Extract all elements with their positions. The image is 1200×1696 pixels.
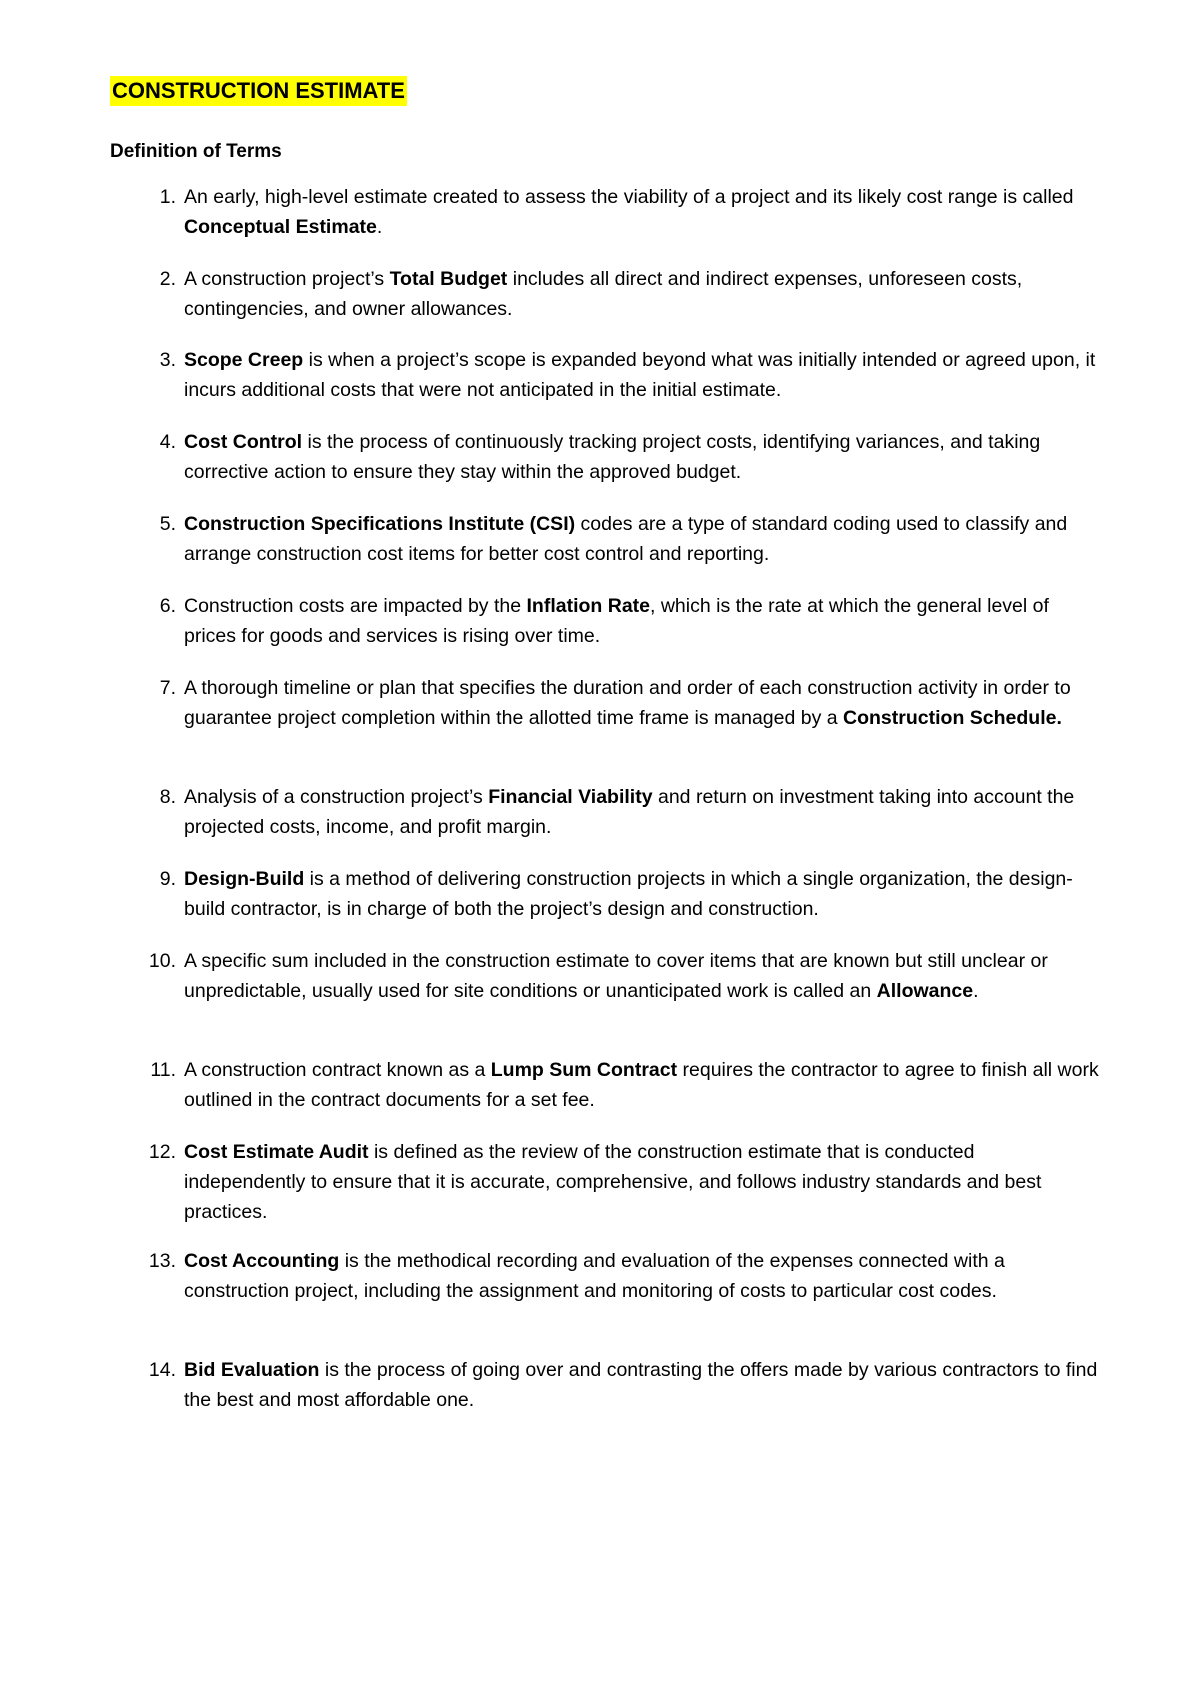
definition-item <box>148 1246 1099 1306</box>
definition-item <box>159 591 1099 651</box>
definition-text: A thorough timeline or plan that specifies the duration and order of each construction activity in order to guarantee project completion within the allotted time frame is managed by a <box>184 677 1071 729</box>
term-highlight: Scope Creep <box>184 349 304 371</box>
definition-text: includes all direct and indirect expenses, unforeseen costs, contingencies, and owner allowances. <box>184 268 1023 320</box>
item-number: 8. <box>159 786 176 808</box>
item-number: 10. <box>148 950 176 972</box>
section-heading: Definition of Terms <box>110 141 282 162</box>
item-number: 1. <box>159 186 176 208</box>
definition-item <box>148 1355 1099 1415</box>
term-highlight: Cost Accounting <box>184 1250 340 1272</box>
item-number: 14. <box>148 1359 176 1381</box>
definition-text: Construction costs are impacted by the <box>184 595 527 617</box>
term-highlight: Construction Specifications Institute (CSI) <box>184 513 576 535</box>
item-number: 7. <box>159 677 176 699</box>
term-highlight: Financial Viability <box>488 786 653 808</box>
item-number: 12. <box>148 1141 176 1163</box>
definition-text: is a method of delivering construction projects in which a single organization, the design-build contractor, is in charge of both the project’s design and construction. <box>184 868 1073 920</box>
item-number: 6. <box>159 595 176 617</box>
definition-text: , which is the rate at which the general level of prices for goods and services is rising over time. <box>184 595 1049 647</box>
term-highlight: Bid Evaluation <box>184 1359 320 1381</box>
definition-text: codes are a type of standard coding used to classify and arrange construction cost items for better cost control and reporting. <box>184 513 1068 565</box>
definition-text: is the methodical recording and evaluation of the expenses connected with a construction project, including the assignment and monitoring of costs to particular cost codes. <box>184 1250 1005 1302</box>
item-number: 2. <box>159 268 176 290</box>
definition-item <box>159 509 1099 569</box>
definition-text: A construction contract known as a <box>184 1059 491 1081</box>
definition-item <box>150 1055 1099 1115</box>
document-title: CONSTRUCTION ESTIMATE <box>110 76 407 106</box>
definition-item <box>148 946 1099 1006</box>
definition-text: and return on investment taking into account the projected costs, income, and profit margin. <box>184 786 1075 838</box>
definition-text: is when a project’s scope is expanded beyond what was initially intended or agreed upon, it incurs additional costs that were not anticipated in the initial estimate. <box>184 349 1096 401</box>
term-highlight: Lump Sum Contract <box>490 1059 678 1081</box>
term-highlight: Total Budget <box>389 268 508 290</box>
item-number: 9. <box>159 868 176 890</box>
term-highlight: Inflation Rate <box>526 595 651 617</box>
item-number: 11. <box>150 1059 176 1081</box>
definition-text: Analysis of a construction project’s <box>184 786 489 808</box>
definition-text: requires the contractor to agree to finish all work outlined in the contract documents for a set fee. <box>184 1059 1099 1111</box>
definition-text: A construction project’s <box>184 268 390 290</box>
definition-text: is the process of continuously tracking project costs, identifying variances, and taking corrective action to ensure they stay within the approved budget. <box>184 431 1041 483</box>
definition-item <box>159 864 1099 924</box>
item-number: 5. <box>159 513 176 535</box>
definition-item <box>159 673 1099 733</box>
term-highlight: Construction Schedule. <box>843 707 1062 729</box>
definition-item <box>159 782 1099 842</box>
definition-item <box>159 345 1099 405</box>
definition-item <box>159 264 1099 324</box>
definition-text: is the process of going over and contrasting the offers made by various contractors to find the best and most affordable one. <box>184 1359 1098 1411</box>
definition-item <box>159 182 1099 242</box>
term-highlight: Conceptual Estimate <box>184 216 377 238</box>
definition-text: . <box>973 980 979 1002</box>
definition-item <box>148 1137 1099 1227</box>
definition-text: An early, high-level estimate created to assess the viability of a project and its likely cost range is called <box>184 186 1074 208</box>
definition-text: A specific sum included in the construction estimate to cover items that are known but still unclear or unpredictable, usually used for site conditions or unanticipated work is called an <box>184 950 1048 1002</box>
item-number: 4. <box>159 431 176 453</box>
term-highlight: Cost Control <box>184 431 303 453</box>
term-highlight: Allowance <box>876 980 974 1002</box>
definition-text: . <box>376 216 383 238</box>
term-highlight: Cost Estimate Audit <box>184 1141 369 1163</box>
definition-text: is defined as the review of the construction estimate that is conducted independently to ensure that it is accurate, comprehensive, and follows industry standards and best practices. <box>184 1141 1042 1223</box>
definition-item <box>159 427 1099 487</box>
term-highlight: Design-Build <box>184 868 305 890</box>
item-number: 13. <box>148 1250 176 1272</box>
item-number: 3. <box>159 349 176 371</box>
